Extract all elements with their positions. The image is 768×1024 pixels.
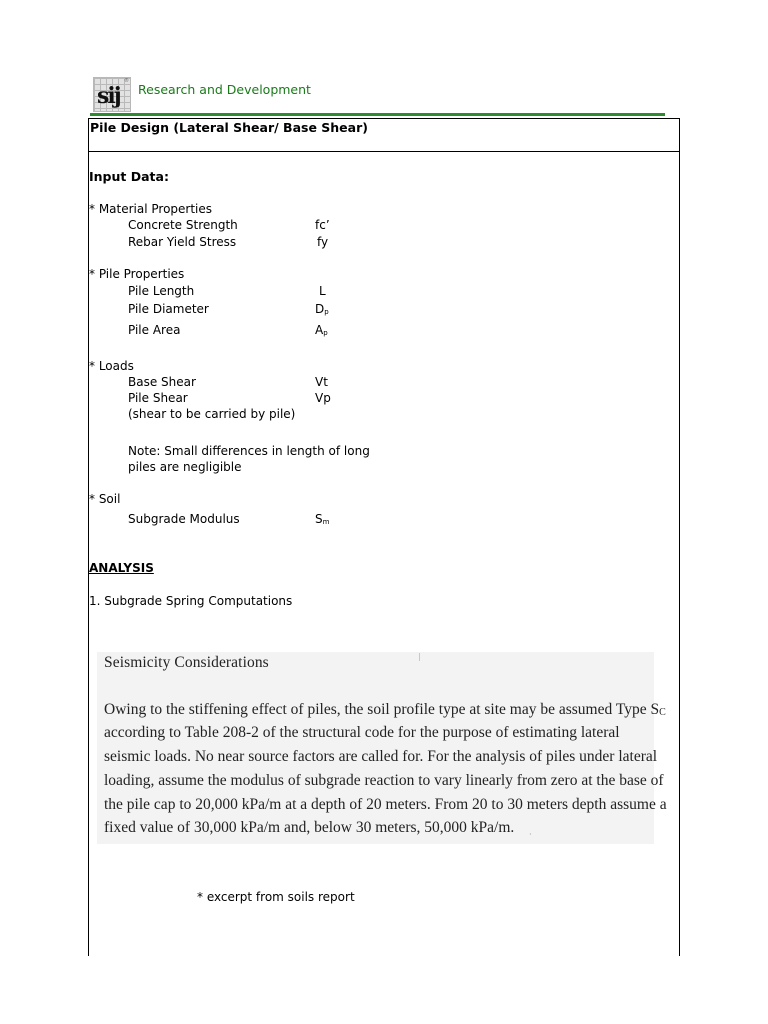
company-logo <box>93 77 131 112</box>
header-divider <box>90 113 665 116</box>
excerpt-line: loading, assume the modulus of subgrade reaction to vary linearly from zero at the base of <box>104 772 664 789</box>
page-title: Pile Design (Lateral Shear/ Base Shear) <box>90 120 368 135</box>
base-shear-label: Base Shear <box>128 375 196 389</box>
excerpt-caption: * excerpt from soils report <box>197 890 355 904</box>
excerpt-heading: Seismicity Considerations <box>104 654 269 671</box>
pile-length-symbol: L <box>319 284 326 298</box>
pile-shear-note: (shear to be carried by pile) <box>128 407 296 421</box>
pile-length-label: Pile Length <box>128 284 195 298</box>
logo-registered-mark: ® <box>124 78 129 84</box>
pile-area-symbol: $A_p$ <box>315 323 328 337</box>
pile-shear-label: Pile Shear <box>128 391 188 405</box>
input-heading: Input Data: <box>89 169 169 184</box>
material-heading: * Material Properties <box>89 202 213 216</box>
rebar-yield-symbol: fy <box>317 235 329 249</box>
step-1-title: 1. Subgrade Spring Computations <box>89 594 293 608</box>
base-shear-symbol: Vt <box>315 375 328 389</box>
scan-speck: · <box>529 830 532 839</box>
length-note-line2: piles are negligible <box>128 460 242 474</box>
excerpt-line: seismic loads. No near source factors are called for. For the analysis of piles under lateral <box>104 748 658 765</box>
soils-report-excerpt <box>97 652 667 844</box>
rebar-yield-label: Rebar Yield Stress <box>128 235 237 249</box>
logo-mark: sij <box>97 83 120 109</box>
company-name: Research and Development <box>138 82 311 97</box>
concrete-strength-label: Concrete Strength <box>128 218 238 232</box>
analysis-heading: ANALYSIS <box>89 561 154 575</box>
soil-heading: * Soil <box>89 492 121 506</box>
pile-diameter-label: Pile Diameter <box>128 302 209 316</box>
excerpt-line: according to Table 208-2 of the structural code for the purpose of estimating lateral <box>104 724 620 741</box>
pile-heading: * Pile Properties <box>89 267 185 281</box>
concrete-strength-symbol: fc’ <box>315 218 330 232</box>
scan-speck: | <box>419 652 421 661</box>
subgrade-modulus-symbol: $S_m$ <box>315 512 330 526</box>
pile-shear-symbol: Vp <box>315 391 331 405</box>
loads-heading: * Loads <box>89 359 134 373</box>
excerpt-line: fixed value of 30,000 kPa/m and, below 30 meters, 50,000 kPa/m. <box>104 819 515 836</box>
excerpt-line: the pile cap to 20,000 kPa/m at a depth of 20 meters. From 20 to 30 meters depth assume a <box>104 796 667 813</box>
excerpt-line: Owing to the stiffening effect of piles, the soil profile type at site may be assumed Type $S_C$ <box>104 701 666 718</box>
pile-diameter-symbol: $D_p$ <box>315 302 329 316</box>
length-note-line1: Note: Small differences in length of long <box>128 444 370 458</box>
pile-area-label: Pile Area <box>128 323 181 337</box>
subgrade-modulus-label: Subgrade Modulus <box>128 512 240 526</box>
